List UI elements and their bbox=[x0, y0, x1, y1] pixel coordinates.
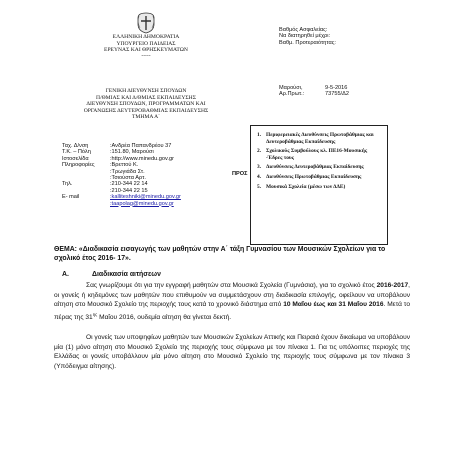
header-line: ΔΙΕΥΘΥΝΣΗ ΣΠΟΥΔΩΝ, ΠΡΟΓΡΑΜΜΑΤΩΝ ΚΑΙ bbox=[86, 101, 206, 108]
section-heading bbox=[62, 271, 161, 278]
recipient-item: 2. Σχολικούς Συμβούλους κλ. ΠΕ16-Μουσικής -Έδρες τους bbox=[257, 148, 368, 161]
contact-label: Πληροφορίες bbox=[62, 162, 95, 169]
contact-value: :210-344 22 15 bbox=[110, 187, 148, 194]
contact-label: Τ.Κ. – Πόλη bbox=[62, 149, 91, 156]
priority: Βαθμ. Προτεραιότητας: bbox=[279, 39, 336, 46]
contact-block bbox=[62, 143, 181, 207]
header-line: ΕΡΕΥΝΑΣ ΚΑΙ ΘΡΗΣΚΕΥΜΑΤΩΝ bbox=[104, 47, 188, 54]
header-line: ΤΜΗΜΑ Α΄ bbox=[131, 114, 161, 121]
directorate-header bbox=[64, 88, 228, 121]
ministry-header bbox=[70, 34, 222, 59]
header-line: ----- bbox=[141, 52, 151, 59]
contact-row bbox=[62, 201, 181, 207]
contact-label: Ιστοσελίδα bbox=[62, 155, 89, 162]
place-label: Μαρούσι, bbox=[279, 85, 303, 91]
date-block bbox=[279, 85, 349, 98]
contact-value: :Ανδρέα Παπανδρέου 37 bbox=[110, 143, 172, 149]
subject: ΘΕΜΑ: «Διαδικασία εισαγωγής των μαθητών στην Α΄ τάξη Γυμνασίου των Μουσικών Σχολείων για το σχολικό έτος 2016- 17». bbox=[54, 246, 386, 263]
recipient-item: 3. Διευθύνσεις Δευτεροβάθμιας Εκπαίδευσης bbox=[257, 164, 364, 171]
contact-value: :http://www.minedu.gov.gr bbox=[110, 155, 174, 162]
contact-label: E- mail bbox=[62, 194, 80, 201]
greek-emblem bbox=[136, 12, 156, 34]
section-title: Διαδικασία αιτήσεων bbox=[92, 271, 161, 278]
recipient-item: 1. Περιφερειακές Διευθύνσεις Πρωτοβάθμιας και Δευτεροβάθμιας Εκπαίδευσης bbox=[257, 132, 374, 145]
paragraph-1: Σας γνωρίζουμε ότι για την εγγραφή μαθητών στα Μουσικά Σχολεία (Γυμνάσια), για το σχολικό έτος 2016-2017, οι γονείς ή κηδεμόνες των μαθητών που επιθυμούν να συμμετάσχουν στη διαδικασία επιλογής, οφείλουν να υποβάλουν αίτηση στο Μουσικό Σχολείο της περιοχής τους κατά το χρονικό διάστημα από 10 Μαΐου έως και 31 Μαΐου 2016. Μετά το πέρας της $31^{\eta\varsigma}$ Μαΐου 2016, ουδεμία αίτηση θα γίνεται δεκτή. bbox=[54, 282, 410, 321]
contact-value: :Τσιούστα Αρτ. bbox=[110, 175, 146, 182]
header-line: ΟΡΓΑΝΩΣΗΣ ΔΕΥΤΕΡΟΒΑΘΜΙΑΣ ΕΚΠΑΙΔΕΥΣΗΣ bbox=[83, 107, 209, 114]
recipient-item: 4. Διευθύνσεις Πρωτοβάθμιας Εκπαίδευσης bbox=[257, 173, 362, 180]
contact-value: :Βρεττού Κ. bbox=[110, 162, 139, 169]
protocol-label: Αρ.Πρωτ.: bbox=[279, 91, 305, 98]
contact-label: Ταχ. Δ/νση bbox=[62, 143, 89, 149]
header-line: ΕΛΛΗΝΙΚΗ ΔΗΜΟΚΡΑΤΙΑ bbox=[112, 34, 180, 40]
contact-value: :151.80, Μαρούσι bbox=[110, 149, 154, 156]
security-block bbox=[279, 27, 336, 46]
header-line: ΓΕΝΙΚΗ ΔΙΕΥΘΥΝΣΗ ΣΠΟΥΔΩΝ bbox=[105, 88, 187, 94]
date-value: 9-5-2016 bbox=[325, 85, 348, 91]
contact-value: :210-344 22 14 bbox=[110, 181, 148, 188]
to-label: ΠΡΟΣ bbox=[232, 171, 248, 177]
contact-label: Τηλ. bbox=[62, 181, 73, 188]
security-level: Βαθμός Ασφαλείας: bbox=[279, 27, 328, 33]
email-link[interactable]: :kalliteshniki@minedu.gov.gr bbox=[110, 194, 181, 201]
contact-value: :Τρωγιάδα Στ. bbox=[110, 168, 145, 175]
application-period: 10 Μαΐου έως και 31 Μαΐου 2016 bbox=[283, 301, 384, 309]
header-line: ΥΠΟΥΡΓΕΙΟ ΠΑΙΔΕΙΑΣ bbox=[116, 40, 176, 47]
email-link[interactable]: :taapolag@minedu.gov.gr bbox=[110, 200, 174, 207]
section-letter: A. bbox=[62, 271, 69, 278]
school-year: 2016-2017 bbox=[376, 282, 409, 289]
recipients-box bbox=[250, 125, 388, 245]
recipient-item: 5. Μουσικά Σχολεία (μέσω των ΔΔΕ) bbox=[257, 183, 346, 190]
paragraph-2: Οι γονείς των υποψηφίων μαθητών των Μουσικών Σχολείων Αττικής και Πειραιά έχουν δικαίωμα να υποβάλουν μία (1) μόνο αίτηση στο Μουσικό Σχολείο της περιοχής τους σύμφωνα με τον πίνακα 1. Για τις υπόλοιπες περιοχές της Ελλάδας οι γονείς υποβάλλουν μία μόνο αίτηση στο Μουσικό Σχολείο της περιοχής τους σύμφωνα με τον πίνακα 3 (Υπόδειγμα αίτησης). bbox=[54, 334, 410, 370]
retention: Να διατηρηθεί μέχρι: bbox=[279, 33, 331, 40]
protocol-number: 73755/Δ2 bbox=[325, 91, 349, 98]
header-line: Π/ΘΜΙΑΣ ΚΑΙ Δ/ΘΜΙΑΣ ΕΚΠΑΙΔΕΥΣΗΣ bbox=[96, 94, 196, 101]
